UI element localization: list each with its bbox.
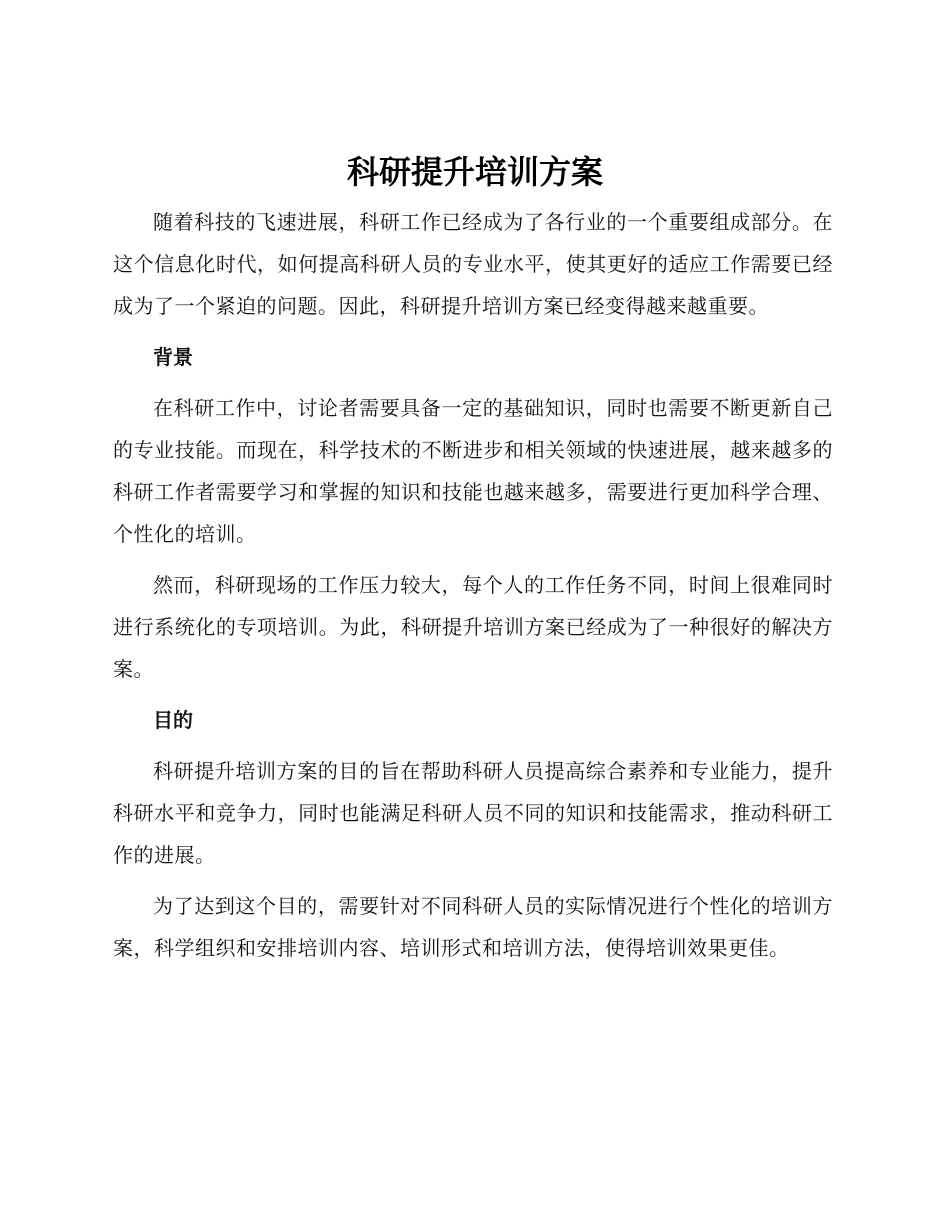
document-body <box>113 201 833 978</box>
purpose-paragraph-2: 为了达到这个目的，需要针对不同科研人员的实际情况进行个性化的培训方案，科学组织和安排培训内容、培训形式和培训方法，使得培训效果更佳。 <box>113 894 833 960</box>
intro-paragraph: 随着科技的飞速进展，科研工作已经成为了各行业的一个重要组成部分。在这个信息化时代，如何提高科研人员的专业水平，使其更好的适应工作需要已经成为了一个紧迫的问题。因此，科研提升培训方案已经变得越来越重要。 <box>113 210 833 318</box>
document-title: 科研提升培训方案 <box>346 153 603 191</box>
purpose-paragraph-1: 科研提升培训方案的目的旨在帮助科研人员提高综合素养和专业能力，提升科研水平和竞争力，同时也能满足科研人员不同的知识和技能需求，推动科研工作的进展。 <box>113 759 833 867</box>
background-paragraph-1: 在科研工作中，讨论者需要具备一定的基础知识，同时也需要不断更新自己的专业技能。而现在，科学技术的不断进步和相关领域的快速进展，越来越多的科研工作者需要学习和掌握的知识和技能也越来越多，需要进行更加科学合理、个性化的培训。 <box>113 396 833 546</box>
section-heading-background: 背景 <box>153 345 193 369</box>
section-heading-purpose: 目的 <box>153 708 193 732</box>
background-paragraph-2: 然而，科研现场的工作压力较大，每个人的工作任务不同，时间上很难同时进行系统化的专项培训。为此，科研提升培训方案已经成为了一种很好的解决方案。 <box>113 573 833 681</box>
